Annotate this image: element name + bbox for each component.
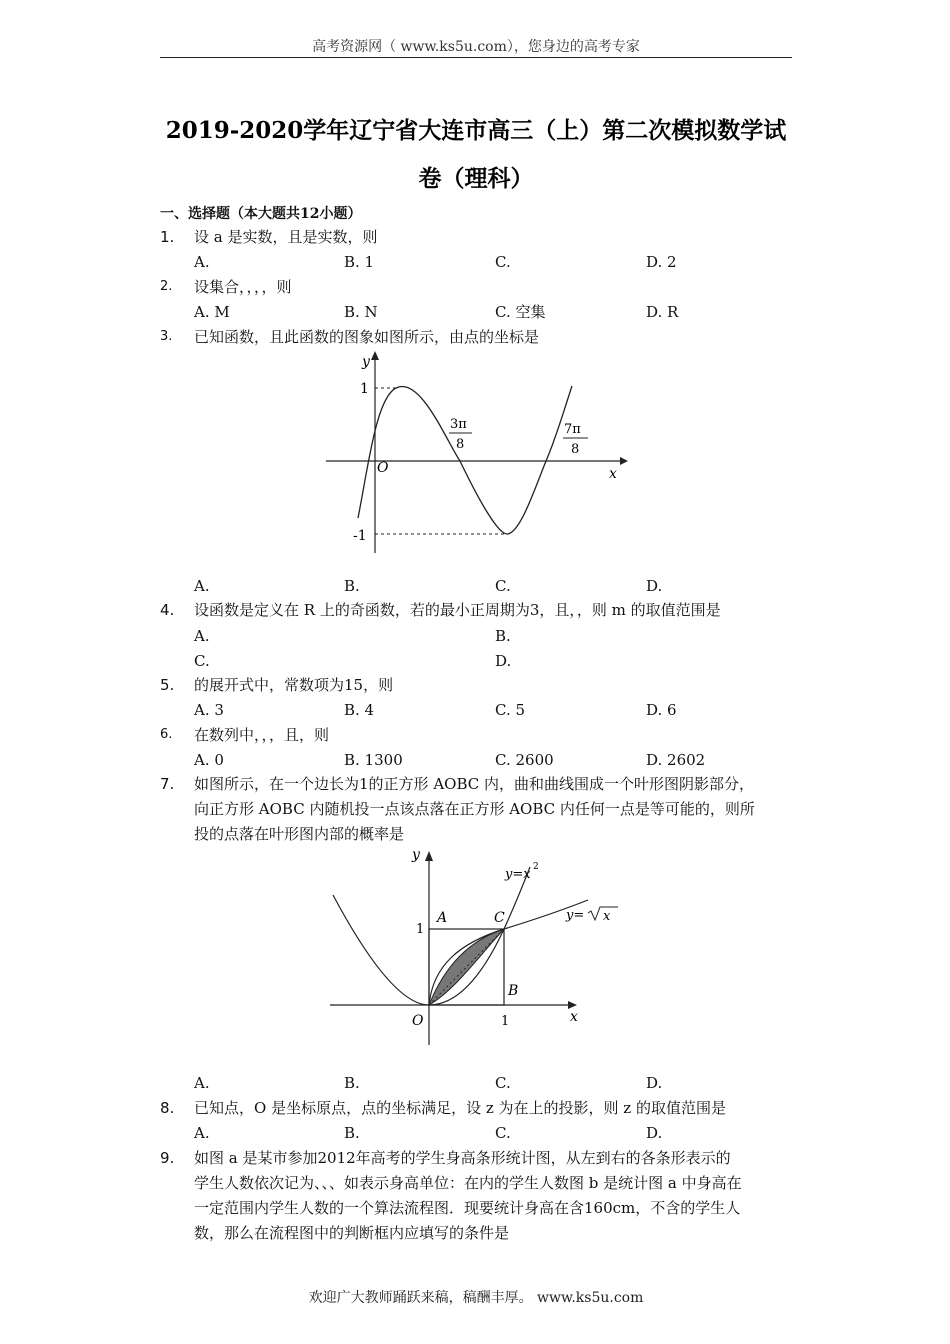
origin-label: O [412, 1013, 424, 1029]
point-a-label: A [437, 910, 448, 926]
y-axis-label: y [412, 847, 420, 863]
origin-label: O [377, 460, 389, 476]
question-text-line2: 学生人数依次记为、、、如表示身高单位：在内的学生人数图 b 是统计图 a 中身高在 [194, 1174, 742, 1192]
option-c: C. [495, 253, 511, 271]
option-a: A. [194, 627, 210, 645]
question-text: 已知点，O 是坐标原点，点的坐标满足，设 z 为在上的投影，则 z 的取值范围是 [194, 1099, 726, 1117]
question-text-line4: 数，那么在流程图中的判断框内应填写的条件是 [194, 1224, 510, 1242]
option-d: D. 2602 [646, 751, 706, 769]
question-number: 5. [160, 676, 175, 694]
page-title-line2: 卷（理科） [418, 165, 534, 192]
question-number: 9. [160, 1149, 175, 1167]
question-text: 已知函数，且此函数的图象如图所示，由点的坐标是 [194, 328, 540, 346]
zero-7pi8-numerator: 7π [564, 422, 581, 437]
question-number: 6. [160, 727, 173, 742]
question-number: 2. [160, 279, 173, 294]
option-d: D. 2 [646, 253, 677, 271]
question-text: 在数列中，，，且，则 [194, 726, 330, 744]
question-number: 8. [160, 1099, 175, 1117]
zero-7pi8-denominator: 8 [571, 442, 580, 457]
question-text-line1: 如图所示，在一个边长为1的正方形 AOBC 内，曲和曲线围成一个叶形图阴影部分， [194, 775, 754, 793]
zero-3pi8-denominator: 8 [456, 437, 465, 452]
option-b: B. 1300 [344, 751, 403, 769]
option-d: D. [646, 577, 663, 595]
x-axis-label: x [570, 1009, 578, 1025]
question-text: 设 a 是实数，且是实数，则 [194, 228, 378, 246]
option-b: B. N [344, 303, 378, 321]
sqrt-label: y= [566, 908, 585, 923]
option-c: C. [495, 1074, 511, 1092]
x-one-label: 1 [501, 1014, 510, 1029]
question-number: 4. [160, 601, 175, 619]
max-value-label: 1 [360, 381, 369, 397]
option-b: B. [344, 1074, 360, 1092]
x-axis-arrow [620, 457, 628, 465]
option-c: C. 5 [495, 701, 526, 719]
question-number: 3. [160, 329, 173, 344]
option-b: B. 4 [344, 701, 375, 719]
option-d: D. [495, 652, 512, 670]
question-text: 设函数是定义在 R 上的奇函数，若的最小正周期为3，且，，则 m 的取值范围是 [194, 601, 721, 619]
option-a: A. [194, 1074, 210, 1092]
question-text-line3: 一定范围内学生人数的一个算法流程图．现要统计身高在含160cm，不含的学生人 [194, 1199, 741, 1217]
point-b-label: B [508, 983, 519, 999]
question-text-line3: 投的点落在叶形图内部的概率是 [194, 825, 405, 843]
option-a: A. M [194, 303, 230, 321]
min-value-label: -1 [353, 528, 367, 544]
x-axis-arrow [568, 1001, 577, 1009]
y-axis-arrow [425, 851, 433, 861]
question-text-line2: 向正方形 AOBC 内随机投一点该点落在正方形 AOBC 内任何一点是等可能的，则所 [194, 800, 755, 818]
option-d: D. R [646, 303, 679, 321]
option-c: C. 空集 [495, 303, 546, 321]
parabola-exponent: 2 [533, 862, 539, 872]
option-a: A. [194, 577, 210, 595]
leaf-graph-figure [330, 845, 630, 1055]
option-b: B. [344, 1124, 360, 1142]
option-b: B. 1 [344, 253, 375, 271]
y-axis-arrow [371, 351, 379, 360]
question-number: 1. [160, 228, 175, 246]
question-text: 的展开式中，常数项为15，则 [194, 676, 394, 694]
option-c: C. 2600 [495, 751, 554, 769]
option-a: A. 0 [194, 751, 224, 769]
y-axis-label: y [362, 354, 370, 370]
option-d: D. [646, 1074, 663, 1092]
parabola-label: y=x [505, 867, 531, 882]
section-heading: 一、选择题（本大题共12小题） [160, 206, 362, 222]
zero-3pi8-numerator: 3π [450, 417, 467, 432]
option-d: D. [646, 1124, 663, 1142]
header-rule [160, 57, 792, 58]
point-c-label: C [494, 910, 505, 926]
option-a: A. 3 [194, 701, 224, 719]
option-a: A. [194, 253, 210, 271]
option-b: B. [344, 577, 360, 595]
page-header: 高考资源网（ www.ks5u.com），您身边的高考专家 [312, 39, 640, 55]
sqrt-radicand: x [603, 909, 611, 924]
sine-curve [358, 386, 572, 534]
option-c: C. [194, 652, 210, 670]
option-c: C. [495, 577, 511, 595]
page-title-line1: 2019-2020学年辽宁省大连市高三（上）第二次模拟数学试 [165, 117, 787, 144]
question-text-line1: 如图 a 是某市参加2012年高考的学生身高条形统计图，从左到右的各条形表示的 [194, 1149, 731, 1167]
parabola-curve [333, 867, 530, 1005]
option-c: C. [495, 1124, 511, 1142]
option-b: B. [495, 627, 511, 645]
y-one-label: 1 [416, 922, 425, 937]
x-axis-label: x [609, 466, 617, 482]
sine-graph-figure [320, 348, 630, 558]
question-number: 7. [160, 775, 175, 793]
option-d: D. 6 [646, 701, 677, 719]
question-text: 设集合，，，，则 [194, 278, 292, 296]
option-a: A. [194, 1124, 210, 1142]
page-footer: 欢迎广大教师踊跃来稿，稿酬丰厚。 www.ks5u.com [308, 1290, 644, 1306]
